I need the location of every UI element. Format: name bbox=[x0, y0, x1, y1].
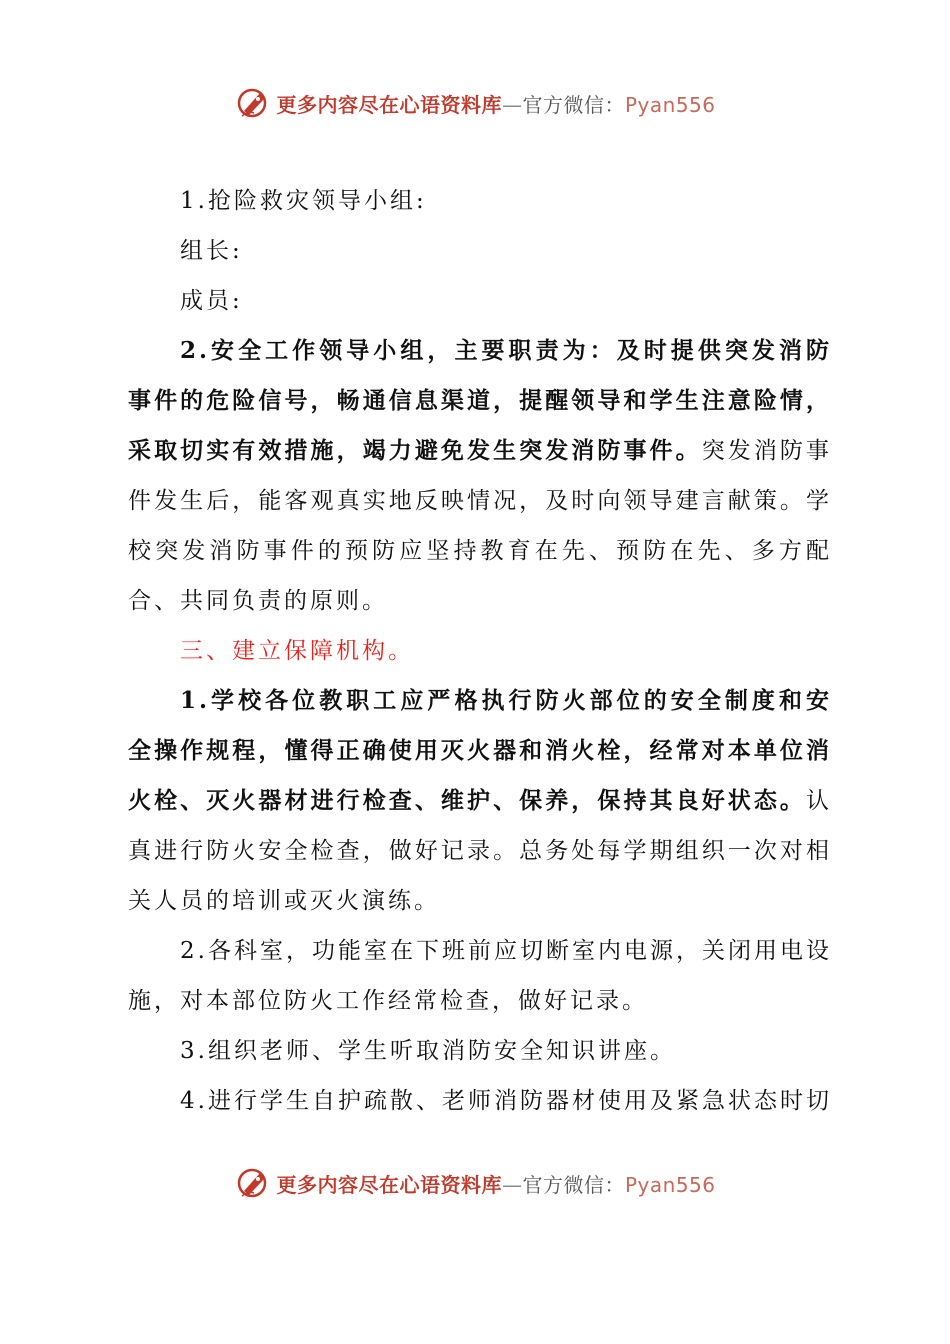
brand-text: 更多内容尽在心语资料库 bbox=[276, 92, 502, 117]
item-3-4-paragraph: 4.进行学生自护疏散、老师消防器材使用及紧急状态时切 bbox=[180, 1088, 832, 1114]
banner-text bbox=[276, 89, 715, 118]
item-3-3-paragraph: 3.组织老师、学生听取消防安全知识讲座。 bbox=[180, 1038, 676, 1064]
document-body bbox=[128, 176, 832, 1126]
members-label: 成员: bbox=[180, 288, 243, 314]
item-2-paragraph bbox=[128, 326, 832, 626]
brand-text: 更多内容尽在心语资料库 bbox=[276, 1172, 502, 1197]
wechat-label: 官方微信： bbox=[522, 92, 625, 117]
header-banner bbox=[0, 78, 950, 128]
wechat-id: Pyan556 bbox=[624, 92, 716, 117]
item-1-heading: 1.抢险救灾领导小组: bbox=[180, 188, 427, 214]
separator: — bbox=[501, 92, 523, 117]
section-3-heading: 三、建立保障机构。 bbox=[180, 638, 414, 664]
item-3-2-paragraph: 2.各科室，功能室在下班前应切断室内电源，关闭用电设施，对本部位防火工作经常检查，做好记录。 bbox=[128, 938, 832, 1014]
leader-label: 组长: bbox=[180, 238, 243, 264]
item-2-normal-text: 突发消防事件发生后，能客观真实地反映情况，及时向领导建言献策。学校突发消防事件的预防应坚持教育在先、预防在先、多方配合、共同负责的原则。 bbox=[128, 438, 833, 614]
item-3-1-bold-text: 1.学校各位教职工应严格执行防火部位的安全制度和安全操作规程，懂得正确使用灭火器和消火栓，经常对本单位消火栓、灭火器材进行检查、维护、保养，保持其良好状态。 bbox=[128, 687, 832, 814]
footer-banner bbox=[0, 1158, 950, 1208]
item-3-1-paragraph bbox=[128, 676, 832, 926]
item-3-1-normal-text: 认真进行防火安全检查，做好记录。总务处每学期组织一次对相关人员的培训或灭火演练。 bbox=[128, 788, 832, 914]
pen-nib-logo-icon bbox=[234, 1163, 274, 1203]
wechat-label: 官方微信： bbox=[522, 1172, 625, 1197]
banner-text bbox=[276, 1169, 715, 1198]
pen-nib-logo-icon bbox=[234, 83, 274, 123]
separator: — bbox=[501, 1172, 523, 1197]
wechat-id: Pyan556 bbox=[624, 1172, 716, 1197]
item-2-bold-text: 2.安全工作领导小组，主要职责为：及时提供突发消防事件的危险信号，畅通信息渠道，提醒领导和学生注意险情，采取切实有效措施，竭力避免发生突发消防事件。 bbox=[128, 337, 832, 464]
